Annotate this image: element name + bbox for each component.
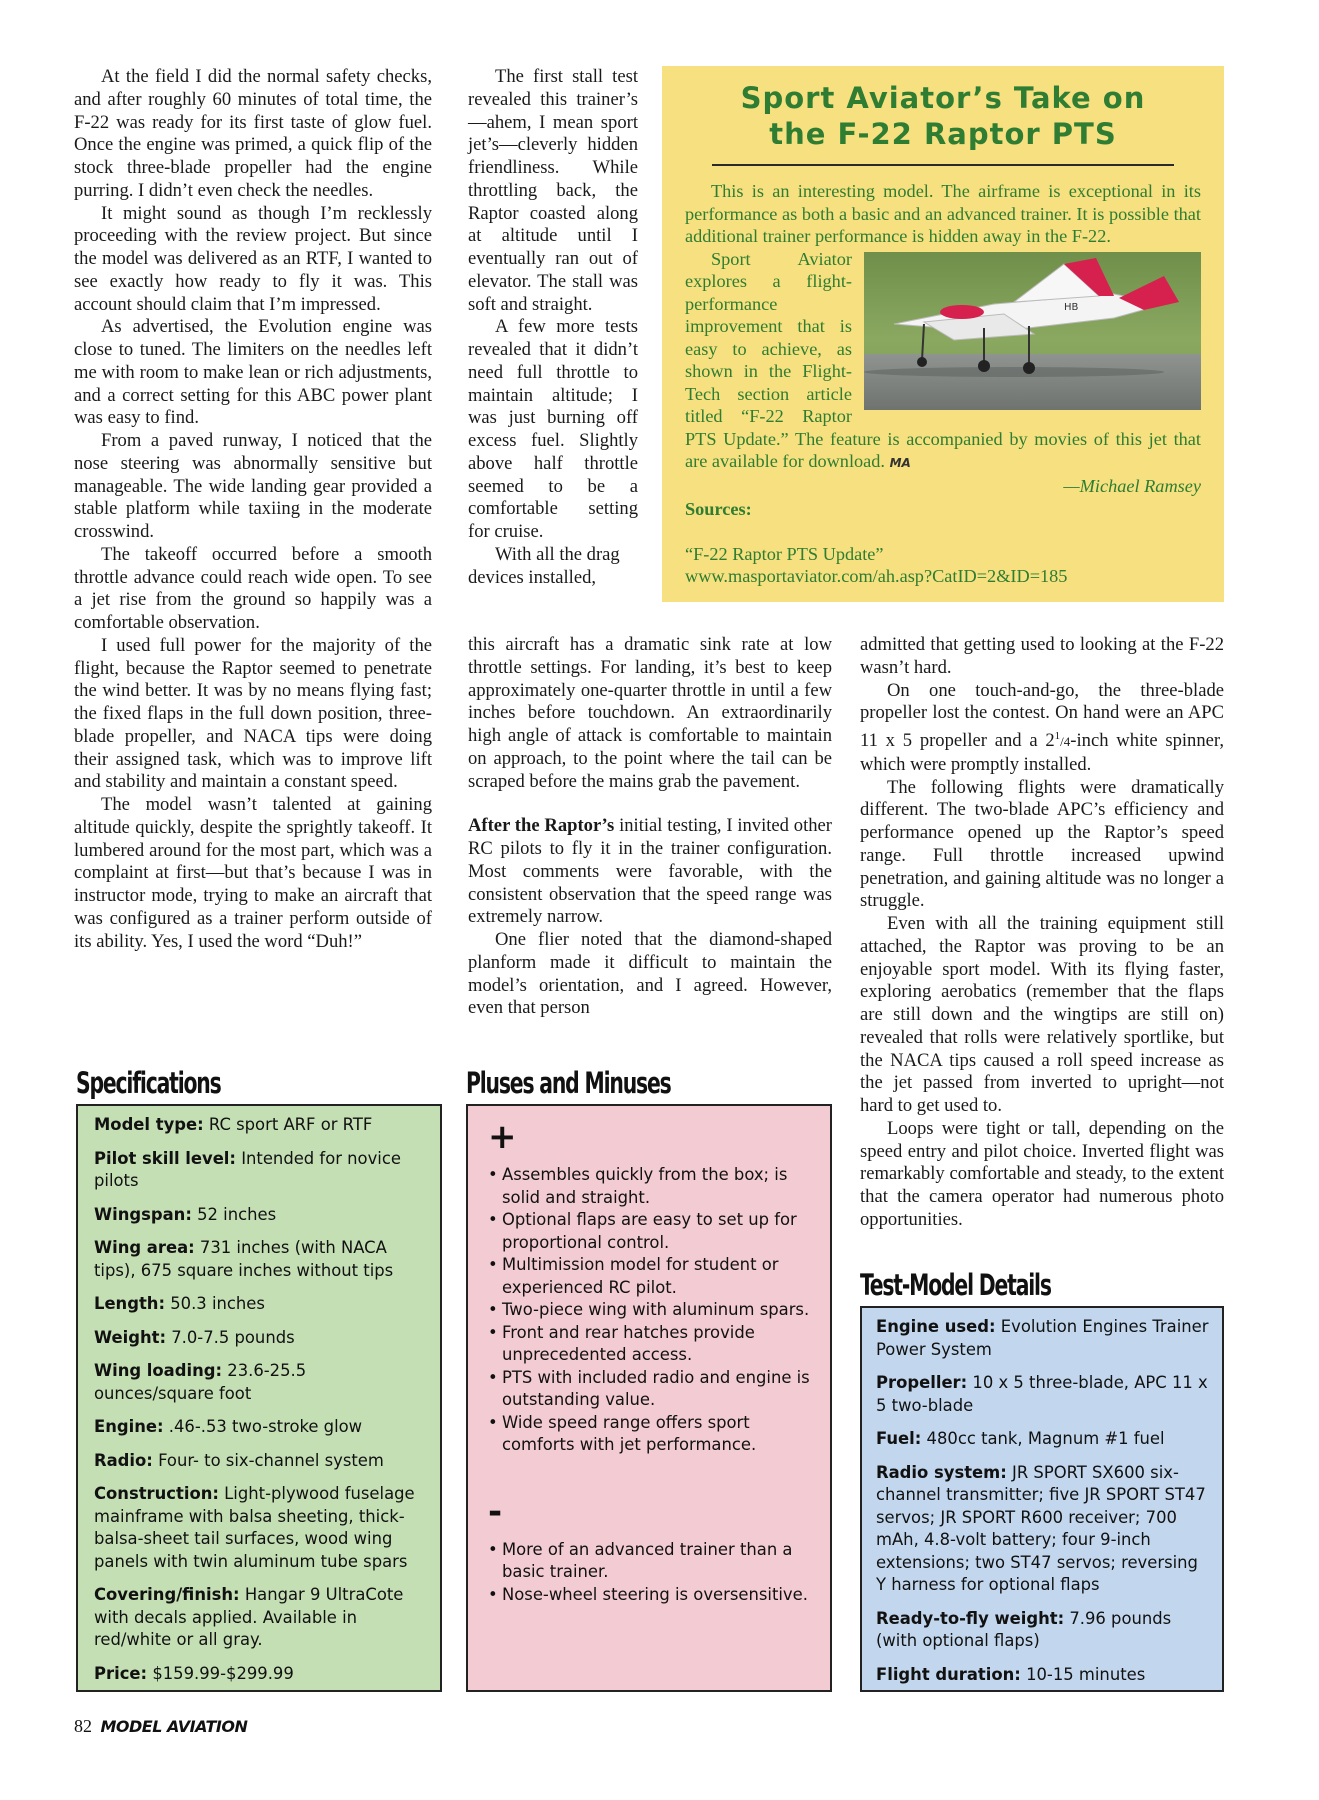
spec-item [94, 1584, 430, 1652]
col3-paragraph: Even with all the training equipment still attached, the Raptor was proving to be an enjoyable sport model. With its flying faster, exploring aerobatics (remember that the flaps are still down and the wingtips are still on) revealed that rolls were relatively sportlike, but the NACA tips caused a roll speed increase as the jet passed from inverted to upright—not hard to get used to. [860, 913, 1224, 1117]
spec-label: Length: [94, 1294, 166, 1313]
col1-paragraph: At the field I did the normal safety checks, and after roughly 60 minutes of total time, the F-22 was ready for its first taste of glow fuel. Once the engine was primed, a quick flip of the stock three-blade propeller had the engine purring. I didn’t even check the needles. [74, 66, 432, 201]
sidebar-paragraph: This is an interesting model. The airframe is exceptional in its performance as both a basic and an advanced trainer. It is possible that additional trainer performance is hidden away in the F-22. [685, 181, 1201, 246]
fraction-numerator: 1 [1054, 730, 1061, 742]
col3-text: -inch white spinner, which were promptly installed. [860, 730, 1225, 775]
tm-value: JR SPORT SX600 six-channel transmitter; five JR SPORT ST47 servos; JR SPORT R600 receiver; 700 mAh, 4.8-volt battery; four 9-inch extensions; two ST47 servos; reversing Y harness for optional flaps [876, 1462, 1206, 1594]
article-column-2-upper [468, 66, 638, 589]
col2-paragraph: The first stall test revealed this trainer’s—ahem, I mean sport jet’s—cleverly hidden friendliness. While throttling back, the Raptor coasted along at altitude until I eventually ran out of elevator. The stall was soft and straight. [468, 66, 638, 315]
minus-item: • More of an advanced trainer than a basic trainer. [488, 1539, 812, 1584]
plus-item: • Front and rear hatches provide unprecedented access. [488, 1322, 812, 1367]
pluses-minuses-box [466, 1104, 832, 1692]
col3-continuation: admitted that getting used to looking at the F-22 wasn’t hard. [860, 634, 1224, 678]
plus-item: • Assembles quickly from the box; is solid and straight. [488, 1164, 812, 1209]
col3-paragraph: The following flights were dramatically different. The two-blade APC’s efficiency and performance opened up the Raptor’s speed range. Full throttle increased upwind penetration, and gaining altitude was no longer a struggle. [860, 776, 1224, 912]
sport-aviator-sidebar [662, 66, 1224, 602]
tm-label: Radio system: [876, 1462, 1007, 1482]
sidebar-signature: —Michael Ramsey [1063, 475, 1201, 496]
source-title: “F-22 Raptor PTS Update” [685, 543, 884, 564]
sidebar-text: Sport Aviator explores a flight-performance improvement that is easy to achieve, as shown in the Flight-Tech section article titled “F-22 Raptor PTS Update.” The feature is accompanied by movies of this jet that are available for download. [685, 248, 1201, 471]
spec-value: Hangar 9 UltraCote with decals applied. Available in red/white or all gray. [94, 1585, 404, 1649]
col2-paragraph: A few more tests revealed that it didn’t need full throttle to maintain altitude; I was just burning off excess fuel. Slightly above half throttle seemed to be a comfortable setting for cruise. [468, 316, 638, 542]
spec-item [94, 1293, 430, 1316]
col2-paragraph: One flier noted that the diamond-shaped planform made it difficult to maintain the model’s orientation, and I agreed. However, even that person [468, 929, 832, 1019]
spec-item [94, 1416, 430, 1439]
tm-item [876, 1462, 1212, 1597]
tm-label: Fuel: [876, 1429, 922, 1448]
col1-paragraph: From a paved runway, I noticed that the nose steering was abnormally sensitive but manageable. The wide landing gear provided a stable platform while taxiing in the moderate crosswind. [74, 430, 432, 542]
pluses-list [488, 1164, 812, 1457]
spec-value: 52 inches [191, 1204, 277, 1224]
tm-value: 10 x 5 three-blade, APC 11 x 5 two-blade [876, 1373, 1208, 1415]
f22-raptor-photo [864, 252, 1201, 410]
pluses-minuses-title: Pluses and Minuses [466, 1066, 671, 1100]
col1-paragraph: I used full power for the majority of the flight, because the Raptor seemed to penetrate the wind better. It was by no means flying fast; the fixed flaps in the full down position, three-blade propeller, and NACA tips were doing their assigned task, which was to improve lift and stability and maintain a constant speed. [74, 634, 432, 793]
spec-value: 50.3 inches [165, 1294, 265, 1313]
spec-value: Four- to six-channel system [152, 1450, 384, 1470]
tm-value: 480cc tank, Magnum #1 fuel [921, 1429, 1165, 1448]
sidebar-title-line: the F-22 Raptor PTS [769, 117, 1117, 151]
page-number: 82 [74, 1716, 92, 1736]
spec-label: Construction: [94, 1484, 219, 1503]
minuses-list [488, 1539, 812, 1607]
spec-value: $159.99-$299.99 [147, 1663, 294, 1683]
spec-item [94, 1483, 430, 1573]
magazine-name: MODEL AVIATION [100, 1717, 248, 1736]
sidebar-divider [712, 164, 1174, 166]
spec-value: 731 inches (with NACA tips), 675 square inches without tips [94, 1238, 394, 1280]
tm-item [876, 1608, 1212, 1653]
tm-label: Ready-to-fly weight: [876, 1608, 1065, 1628]
col1-paragraph: The takeoff occurred before a smooth throttle advance could reach wide open. To see a jet rise from the ground so happily was a comfortable observation. [74, 543, 432, 633]
spec-item [94, 1450, 430, 1473]
article-column-1 [74, 66, 432, 953]
spec-label: Model type: [94, 1115, 204, 1134]
plus-item: • Multimission model for student or experienced RC pilot. [488, 1254, 812, 1299]
col2-continuation: this aircraft has a dramatic sink rate at low throttle settings. For landing, it’s best to keep approximately one-quarter throttle in until a few inches before touchdown. An extraordinarily high angle of attack is comfortable to maintain on approach, to the point where the tail can be scraped before the mains grab the pavement. [468, 634, 832, 792]
spec-item [94, 1114, 430, 1137]
spec-label: Covering/finish: [94, 1585, 240, 1604]
spec-value: 23.6-25.5 ounces/square foot [94, 1361, 307, 1403]
spec-label: Weight: [94, 1327, 167, 1347]
sidebar-body [685, 180, 1201, 497]
tm-value: Evolution Engines Trainer Power System [876, 1317, 1209, 1359]
page-footer [74, 1716, 247, 1737]
col3-paragraph: Loops were tight or tall, depending on the speed entry and pilot choice. Inverted flight was remarkably comfortable and steady, to the extent that the camera operator had numerous photo opportunities. [860, 1117, 1224, 1230]
spec-label: Wingspan: [94, 1204, 192, 1224]
spec-value: 7.0-7.5 pounds [166, 1327, 295, 1347]
ma-endmark: MA [889, 456, 911, 470]
sidebar-title [662, 80, 1224, 152]
spec-value: Intended for novice pilots [94, 1148, 401, 1190]
specifications-title: Specifications [76, 1066, 221, 1100]
spec-item [94, 1663, 430, 1686]
spec-value: Light-plywood fuselage mainframe with balsa sheeting, thick-balsa-sheet tail surfaces, wood wing panels with twin aluminum tube spars [94, 1484, 415, 1571]
minus-item: • Nose-wheel steering is oversensitive. [488, 1584, 812, 1607]
spec-label: Engine: [94, 1417, 164, 1436]
fraction-denominator: 4 [1063, 734, 1071, 750]
plus-item: • Optional flaps are easy to set up for proportional control. [488, 1209, 812, 1254]
tm-value: 7.96 pounds (with optional flaps) [876, 1608, 1172, 1650]
col1-paragraph: It might sound as though I’m recklessly proceeding with the review project. But since the model was delivered as an RTF, I wanted to see exactly how ready to fly it was. This account should claim that I’m impressed. [74, 202, 432, 315]
article-column-3 [860, 634, 1224, 1232]
tm-item [876, 1372, 1212, 1417]
spec-item [94, 1360, 430, 1405]
col1-paragraph: The model wasn’t talented at gaining altitude quickly, despite the sprightly takeoff. It lumbered around for the most part, which was a complaint at first—but that’s because I was in instructor mode, trying to make an aircraft that was configured as a trainer perform outside of its ability. Yes, I used the word “Duh!” [74, 794, 432, 952]
spec-item [94, 1204, 430, 1227]
sidebar-title-line: Sport Aviator’s Take on [740, 81, 1146, 115]
spec-item [94, 1327, 430, 1350]
runin-rest: initial testing, I invited other RC pilots to fly it in the trainer configuration. Most comments were favorable, with the consistent observation that the speed range was extremely narrow. [468, 815, 832, 928]
tm-label: Engine used: [876, 1317, 996, 1336]
sidebar-sources [685, 498, 1201, 588]
spec-item [94, 1148, 430, 1193]
col1-paragraph: As advertised, the Evolution engine was close to tuned. The limiters on the needles left me with room to make lean or rich adjustments, and a correct setting for this ABC power plant was easy to find. [74, 316, 432, 429]
spec-label: Radio: [94, 1450, 153, 1470]
col3-text: On one touch-and-go, the three-blade propeller lost the contest. On hand were an APC 11 x 5 propeller and a 2 [860, 679, 1224, 752]
svg-text:HB: HB [1064, 301, 1079, 313]
sources-label: Sources: [685, 499, 752, 519]
spec-label: Wing area: [94, 1238, 195, 1257]
spec-label: Pilot skill level: [94, 1148, 236, 1168]
plus-item: • PTS with included radio and engine is outstanding value. [488, 1367, 812, 1412]
spec-value: RC sport ARF or RTF [203, 1115, 373, 1134]
test-model-box [860, 1306, 1224, 1692]
tm-value: 10-15 minutes [1020, 1664, 1146, 1684]
plus-sign: + [488, 1117, 517, 1157]
spec-label: Wing loading: [94, 1361, 223, 1380]
tm-item [876, 1316, 1212, 1361]
col2-runin-paragraph [468, 815, 832, 929]
plus-item: • Wide speed range offers sport comforts with jet performance. [488, 1412, 812, 1457]
test-model-title: Test-Model Details [860, 1268, 1051, 1302]
specifications-box [76, 1104, 442, 1692]
runin-text: After the Raptor’s [468, 815, 615, 837]
plus-item: • Two-piece wing with aluminum spars. [488, 1299, 812, 1322]
spec-value: .46-.53 two-stroke glow [163, 1417, 363, 1436]
spec-label: Price: [94, 1663, 148, 1683]
article-column-2-lower [468, 634, 832, 1020]
spec-item [94, 1237, 430, 1282]
col3-propeller-paragraph: On one touch-and-go, the three-blade propeller lost the contest. On hand were an APC 11 x 5 propeller and a $2^1/4$-inch white spinner, which were promptly installed. [860, 679, 1225, 775]
tm-item [876, 1428, 1212, 1451]
tm-label: Propeller: [876, 1373, 968, 1392]
tm-item [876, 1664, 1212, 1687]
minus-sign: - [488, 1491, 503, 1532]
col2-paragraph: With all the drag devices installed, [468, 543, 620, 588]
source-url[interactable]: www.masportaviator.com/ah.asp?CatID=2&ID=185 [685, 566, 1068, 586]
tm-label: Flight duration: [876, 1664, 1021, 1684]
